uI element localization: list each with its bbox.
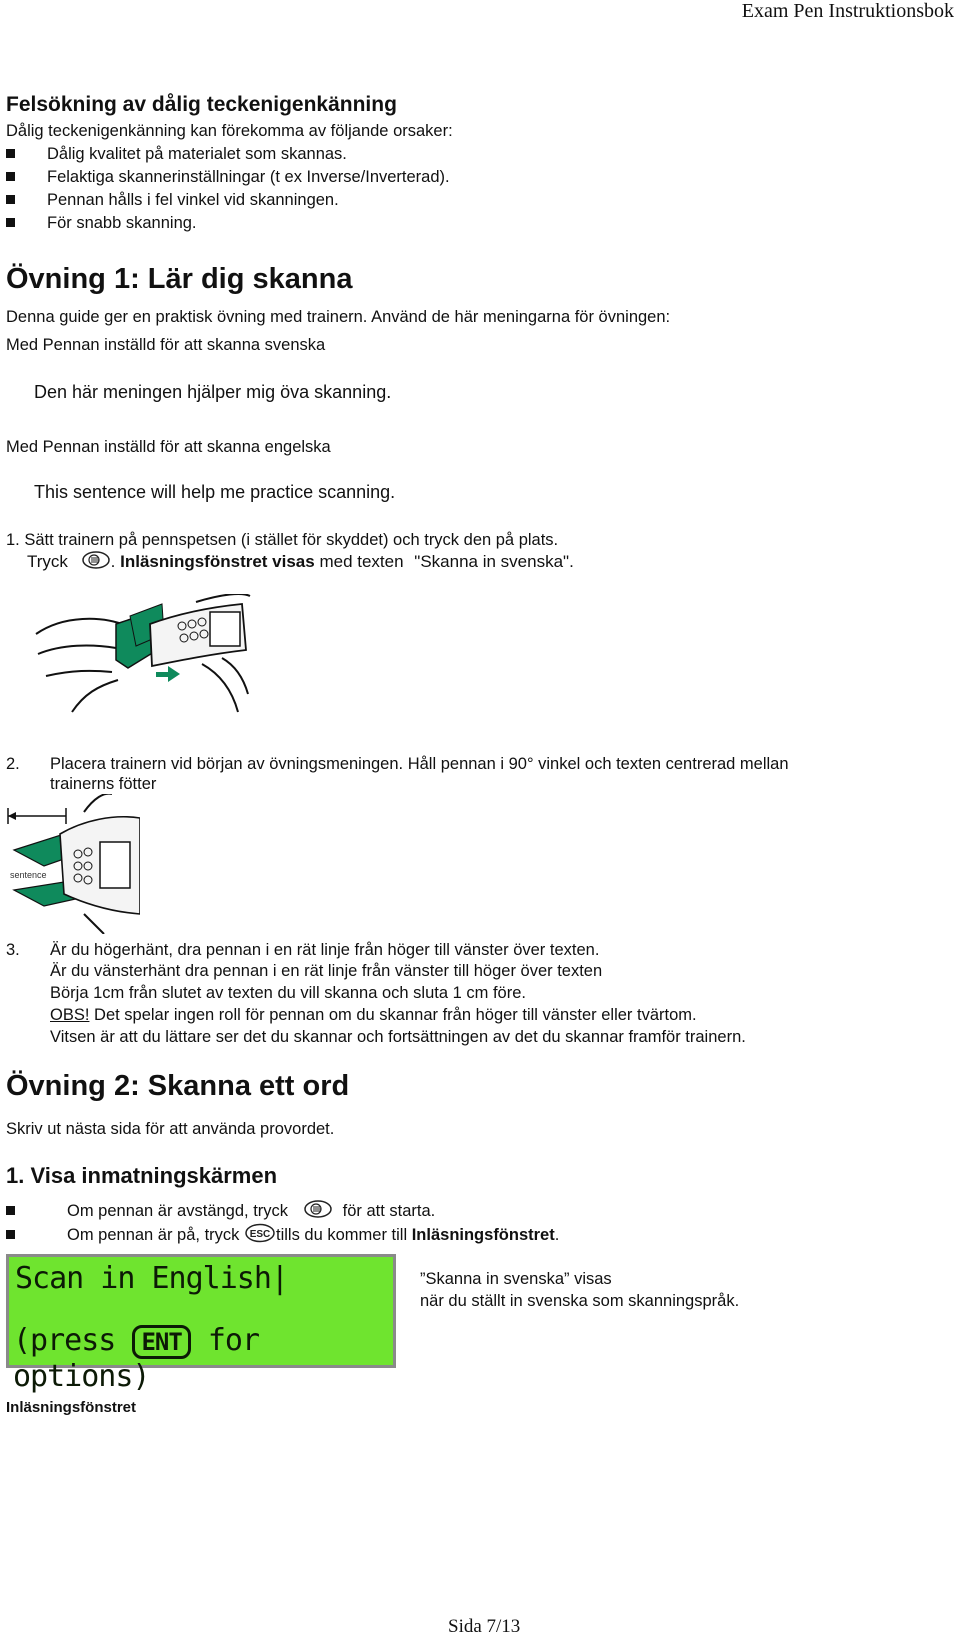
square-bullet-icon — [6, 172, 15, 181]
step2-text: Placera trainern vid början av övningsmeningen. Håll pennan i 90° vinkel och texten centrerad mellan — [50, 755, 789, 773]
step3-number: 3. — [6, 941, 20, 959]
exercise2-intro: Skriv ut nästa sida för att använda provordet. — [6, 1120, 335, 1138]
square-bullet-icon — [6, 1206, 15, 1215]
esc-button-icon — [244, 1223, 276, 1248]
list-item: Pennan hålls i fel vinkel vid skanningen. — [6, 191, 339, 210]
scan-button-icon — [81, 550, 111, 575]
exercise1-intro: Denna guide ger en praktisk övning med trainern. Använd de här meningarna för övningen: — [6, 308, 671, 326]
square-bullet-icon — [6, 149, 15, 158]
square-bullet-icon — [6, 195, 15, 204]
display-caption: Inläsningsfönstret — [6, 1399, 137, 1416]
display-note-line2: när du ställt in svenska som skanningspråk. — [420, 1292, 740, 1310]
list-item: För snabb skanning. — [6, 214, 197, 233]
page-number: Sida 7/13 — [448, 1616, 521, 1637]
svg-text:ESC: ESC — [249, 1229, 271, 1240]
troubleshoot-intro: Dålig teckenigenkänning kan förekomma av följande orsaker: — [6, 122, 453, 140]
list-item: Om pennan är avstängd, tryck för att starta. — [6, 1199, 435, 1224]
exercise1-heading: Övning 1: Lär dig skanna — [6, 263, 353, 295]
display-note-line1: ”Skanna in svenska” visas — [420, 1270, 612, 1288]
step3-line: Är du högerhänt, dra pennan i en rät linje från höger till vänster över texten. — [50, 941, 600, 959]
step2-text-cont: trainerns fötter — [50, 775, 157, 793]
step3-line: Vitsen är att du lättare ser det du skannar och fortsättningen av det du skannar framför trainern. — [50, 1028, 746, 1046]
list-item: Felaktiga skannerinställningar (t ex Inverse/Inverterad). — [6, 168, 450, 187]
square-bullet-icon — [6, 218, 15, 227]
trainer-position-illustration — [4, 794, 140, 934]
step1-press-line: Tryck . Inläsningsfönstret visas med texten "Skanna in svenska". — [27, 550, 574, 575]
ent-key-icon: ENT — [132, 1325, 190, 1359]
trainer-attach-illustration — [32, 594, 252, 722]
exercise2-heading: Övning 2: Skanna ett ord — [6, 1070, 350, 1102]
swedish-label: Med Pennan inställd för att skanna svenska — [6, 336, 326, 354]
troubleshoot-heading: Felsökning av dålig teckenigenkänning — [6, 93, 397, 116]
lcd-line-2: (press ENT for options) — [13, 1323, 260, 1394]
english-sentence: This sentence will help me practice scanning. — [34, 482, 396, 502]
sentence-label: sentence — [10, 870, 47, 880]
step3-obs-line: OBS! Det spelar ingen roll för pennan om du skannar från höger till vänster eller tvärtom. — [50, 1006, 697, 1024]
swedish-sentence: Den här meningen hjälper mig öva skanning. — [34, 382, 392, 402]
step1-text: 1. Sätt trainern på pennspetsen (i stället för skyddet) och tryck den på plats. — [6, 531, 559, 549]
list-item: Om pennan är på, tryck ESC tills du kommer till Inläsningsfönstret. — [6, 1223, 559, 1248]
step3-line: Börja 1cm från slutet av texten du vill skanna och sluta 1 cm före. — [50, 984, 526, 1002]
step2-number: 2. — [6, 755, 20, 773]
list-item: Dålig kvalitet på materialet som skannas. — [6, 145, 347, 164]
power-scan-button-icon — [303, 1199, 333, 1224]
running-header: Exam Pen Instruktionsbok — [741, 0, 954, 22]
obs-label: OBS! — [50, 1006, 90, 1024]
exercise2-subheading: 1. Visa inmatningskärmen — [6, 1163, 278, 1188]
lcd-line-1: Scan in English| — [15, 1261, 288, 1296]
english-label: Med Pennan inställd för att skanna engelska — [6, 438, 331, 456]
square-bullet-icon — [6, 1230, 15, 1239]
scan-window-display — [6, 1254, 396, 1394]
step3-line: Är du vänsterhänt dra pennan i en rät linje från vänster till höger över texten — [50, 962, 603, 980]
